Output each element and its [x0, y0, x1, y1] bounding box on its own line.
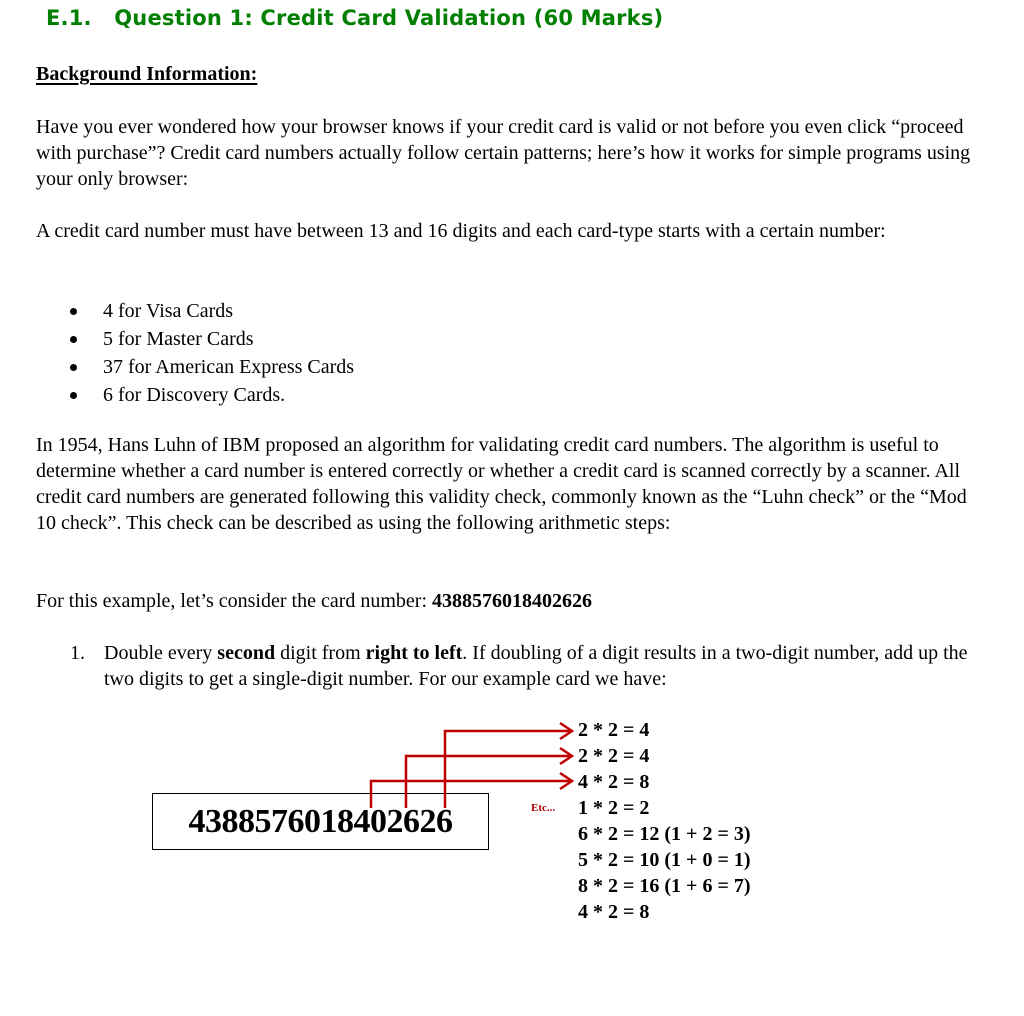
list-item [36, 353, 354, 381]
bullet-icon [70, 336, 77, 343]
list-item-label: 6 for Discovery Cards. [103, 384, 286, 406]
intro-paragraph: Have you ever wondered how your browser knows if your credit card is valid or not before you even click “proceed with purchase”? Credit card numbers actually follow certain patterns; here’s how it works for simple programs using your only browser: [36, 116, 971, 190]
step-text [104, 640, 970, 692]
question-title: E.1. Question 1: Credit Card Validation (60 Marks) [46, 6, 664, 30]
example-paragraph [36, 588, 986, 614]
list-item [36, 297, 354, 325]
card-number-box: 4388576018402626 [152, 793, 489, 850]
calculation-row: 2 * 2 = 4 [578, 719, 650, 741]
etc-label: Etc... [531, 802, 556, 814]
bullet-icon [70, 364, 77, 371]
step-text-bold: right to left [365, 642, 463, 664]
list-item [36, 381, 354, 409]
calculation-row: 5 * 2 = 10 (1 + 0 = 1) [578, 849, 751, 871]
calculation-row: 8 * 2 = 16 (1 + 6 = 7) [578, 875, 751, 897]
arrowhead-icon [560, 723, 572, 739]
list-item-label: 5 for Master Cards [103, 328, 254, 350]
bullet-icon [70, 308, 77, 315]
step-text-part: Double every [104, 642, 218, 664]
arrowhead-icon [560, 748, 572, 764]
calculation-row: 2 * 2 = 4 [578, 745, 650, 767]
calculation-row: 4 * 2 = 8 [578, 771, 650, 793]
digits-paragraph: A credit card number must have between 13 and 16 digits and each card-type starts with a certain number: [36, 220, 886, 242]
calculation-row: 1 * 2 = 2 [578, 797, 650, 819]
calculation-row: 6 * 2 = 12 (1 + 2 = 3) [578, 823, 751, 845]
step-text-part: . If doubling of a digit results in a two-digit number, add up the two digits to get a single-digit number. For our example card we have: [104, 642, 968, 690]
luhn-paragraph: In 1954, Hans Luhn of IBM proposed an algorithm for validating credit card numbers. The algorithm is useful to determine whether a card number is entered correctly or whether a credit card is scanned correctly by a scanner. All credit card numbers are generated following this validity check, commonly known as the “Luhn check” or the “Mod 10 check”. This check can be described as using the following arithmetic steps: [36, 434, 967, 534]
calculation-row: 4 * 2 = 8 [578, 901, 650, 923]
step-1 [70, 640, 970, 692]
background-heading: Background Information: [36, 63, 258, 85]
step-number: 1. [70, 642, 85, 664]
example-card-number: 4388576018402626 [432, 590, 593, 612]
card-type-list [36, 297, 354, 409]
step-text-part: digit from [275, 642, 366, 664]
example-prefix: For this example, let’s consider the card number: [36, 590, 433, 612]
bullet-icon [70, 392, 77, 399]
step-text-bold: second [217, 642, 276, 664]
list-item-label: 37 for American Express Cards [103, 356, 355, 378]
calculation-list [578, 717, 751, 925]
list-item-label: 4 for Visa Cards [103, 300, 234, 322]
list-item [36, 325, 354, 353]
arrowhead-icon [560, 773, 572, 789]
